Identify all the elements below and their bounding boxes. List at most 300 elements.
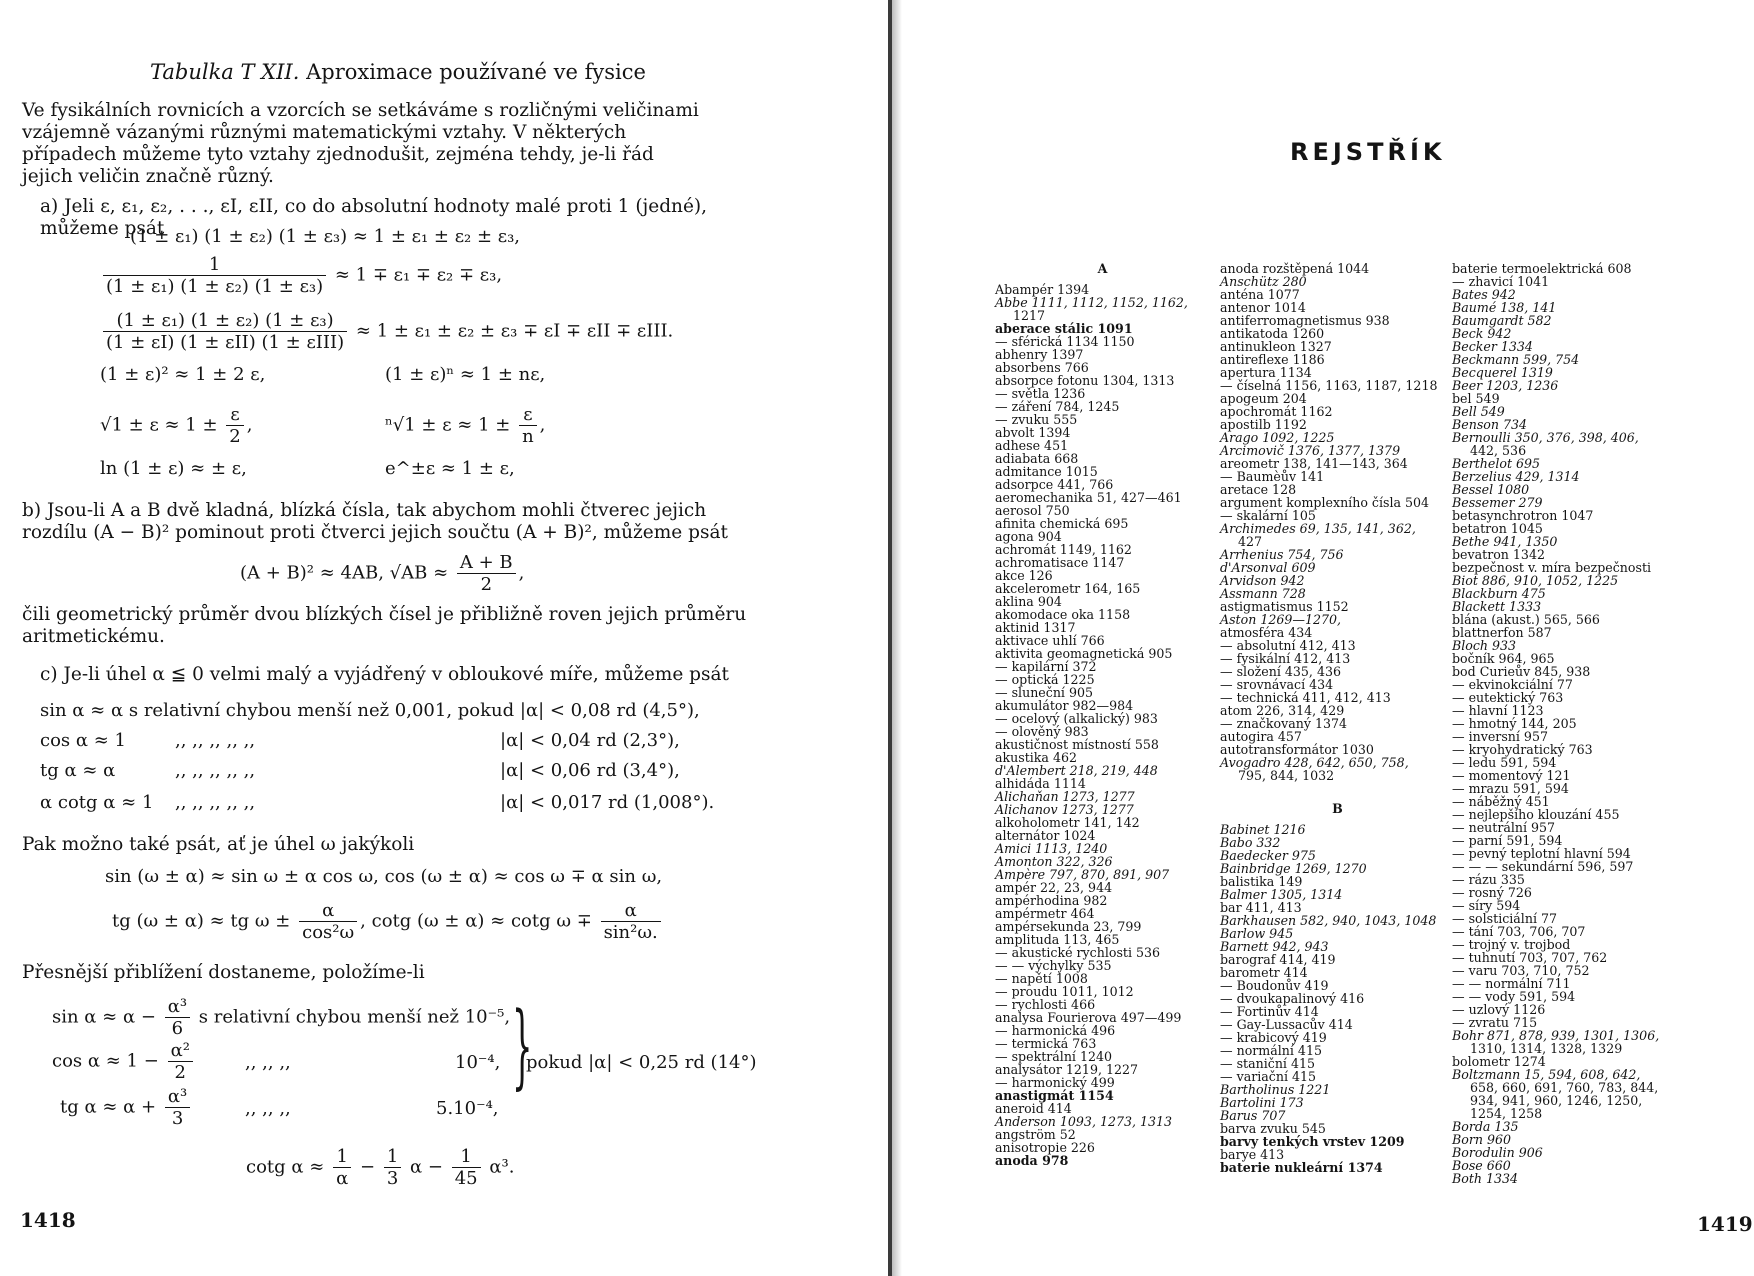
index-entry: aneroid 414 [995, 1101, 1072, 1116]
index-entry: — — výchylky 535 [995, 958, 1112, 973]
right-brace: } [512, 992, 533, 1099]
index-entry: Aston 1269—1270, [1220, 612, 1342, 627]
index-entry: Archimedes 69, 135, 141, 362, [1220, 521, 1416, 536]
table-title-label: Tabulka T XII. [150, 60, 300, 84]
index-entry: apertura 1134 [1220, 365, 1312, 380]
index-entry: aktivita geomagnetická 905 [995, 646, 1173, 661]
formula-rhs: α³. [489, 1156, 515, 1178]
index-entry: 427 [1238, 534, 1263, 549]
index-entry: — technická 411, 412, 413 [1220, 690, 1391, 705]
index-entry: — Baumèův 141 [1220, 469, 1325, 484]
formula-cos-precise [52, 1040, 196, 1083]
index-entry: — Gay-Lussacův 414 [1220, 1017, 1353, 1032]
index-entry: Bose 660 [1452, 1158, 1511, 1173]
approx-row: cos α ≈ 1 [40, 730, 127, 751]
index-entry: Barkhausen 582, 940, 1043, 1048 [1220, 913, 1437, 928]
index-entry: antiferromagnetismus 938 [1220, 313, 1390, 328]
index-entry: astigmatismus 1152 [1220, 599, 1349, 614]
index-entry: — inversní 957 [1452, 729, 1548, 744]
ditto-marks: ,, ,, ,, [245, 1098, 291, 1119]
index-entry: — síry 594 [1452, 898, 1521, 913]
index-entry: Blackett 1333 [1452, 599, 1542, 614]
formula-a5-left [100, 404, 252, 447]
validity-condition: pokud |α| < 0,25 rd (14°) [526, 1052, 757, 1073]
index-entry: Baedecker 975 [1220, 848, 1316, 863]
index-entry: Amici 1113, 1240 [995, 841, 1108, 856]
index-entry: akumulátor 982—984 [995, 698, 1134, 713]
index-entry: abvolt 1394 [995, 425, 1071, 440]
index-entry: blána (akust.) 565, 566 [1452, 612, 1600, 627]
index-entry: akustičnost místností 558 [995, 737, 1159, 752]
numerator: A + B [459, 552, 513, 573]
index-entry: akcelerometr 164, 165 [995, 581, 1141, 596]
index-entry: achromát 1149, 1162 [995, 542, 1132, 557]
index-entry: anténa 1077 [1220, 287, 1300, 302]
index-entry: Beck 942 [1452, 326, 1512, 341]
index-entry: Becker 1334 [1452, 339, 1533, 354]
denominator: (1 ± εI) (1 ± εII) (1 ± εIII) [103, 331, 347, 353]
formula-a2 [100, 254, 502, 297]
index-entry: — krabicový 419 [1220, 1030, 1327, 1045]
section-c-more: Přesnější přiblížení dostaneme, položíme-li [22, 962, 425, 983]
index-entry: bevatron 1342 [1452, 547, 1545, 562]
index-entry: Bessel 1080 [1452, 482, 1530, 497]
formula-c2 [112, 900, 664, 943]
intro-paragraph: Ve fysikálních rovnicích a vzorcích se setkáváme s rozličnými veličinami vzájemně vázanými různými matematickými vztahy. V některých případech můžeme tyto vztahy zjednodušit, zejména tehdy, je-li řád jejich veličin značně různý. [22, 100, 699, 187]
formula-a6-right: e^±ε ≈ 1 ± ε, [385, 458, 515, 479]
index-entry: 1254, 1258 [1470, 1106, 1543, 1121]
index-entry: baterie nukleární 1374 [1220, 1160, 1383, 1175]
index-entry: Beer 1203, 1236 [1452, 378, 1559, 393]
index-entry: antireflexe 1186 [1220, 352, 1325, 367]
index-entry: Arago 1092, 1225 [1220, 430, 1335, 445]
formula-lhs: √1 ± ε ≈ 1 ± [100, 414, 218, 436]
formula-lhs: tg α ≈ α + [60, 1096, 157, 1118]
index-entry: — složení 435, 436 [1220, 664, 1341, 679]
numerator: 1 [336, 1146, 348, 1167]
index-entry: barva zvuku 545 [1220, 1121, 1326, 1136]
fraction [168, 1040, 193, 1083]
section-c-middle: Pak možno také psát, ať je úhel ω jakýkoli [22, 834, 415, 855]
index-entry: adhese 451 [995, 438, 1069, 453]
formula-lhs: cotg α ≈ [246, 1156, 325, 1178]
index-entry: 1310, 1314, 1328, 1329 [1470, 1041, 1623, 1056]
index-entry: — trojný v. trojbod [1452, 937, 1571, 952]
index-entry: Bates 942 [1452, 287, 1516, 302]
index-entry: — — vody 591, 594 [1452, 989, 1576, 1004]
denominator: 3 [165, 1107, 190, 1129]
index-entry: Bainbridge 1269, 1270 [1220, 861, 1367, 876]
formula-op: α − [410, 1156, 443, 1178]
denominator: 45 [452, 1167, 481, 1189]
formula-tg-precise [60, 1086, 193, 1129]
index-entry: bar 411, 413 [1220, 900, 1302, 915]
index-entry: — sférická 1134 1150 [995, 334, 1135, 349]
index-entry: Abampér 1394 [995, 282, 1090, 297]
fraction [165, 996, 190, 1039]
formula-punct: , [518, 562, 525, 584]
fraction [457, 552, 516, 595]
index-entry: antenor 1014 [1220, 300, 1306, 315]
formula-a5-right [385, 404, 545, 447]
index-entry: Arrhenius 754, 756 [1220, 547, 1344, 562]
index-entry: — ocelový (alkalický) 983 [995, 711, 1158, 726]
denominator: 2 [457, 573, 516, 595]
index-entry: autogira 457 [1220, 729, 1302, 744]
index-entry: barvy tenkých vrstev 1209 [1220, 1134, 1405, 1149]
index-entry: — solsticiální 77 [1452, 911, 1558, 926]
index-entry: — náběžný 451 [1452, 794, 1550, 809]
index-entry: Ampère 797, 870, 891, 907 [995, 867, 1170, 882]
index-entry: — optická 1225 [995, 672, 1095, 687]
ditto-marks: ,, ,, ,, [245, 1052, 291, 1073]
index-entry: absorbens 766 [995, 360, 1089, 375]
formula-c1: sin (ω ± α) ≈ sin ω ± α cos ω, cos (ω ± α) ≈ cos ω ∓ α sin ω, [105, 866, 663, 887]
index-entry: — zvuku 555 [995, 412, 1078, 427]
index-entry: ampérhodina 982 [995, 893, 1108, 908]
index-entry: Anschütz 280 [1220, 274, 1307, 289]
index-letter-heading: B [1332, 801, 1343, 816]
index-entry: atmosféra 434 [1220, 625, 1313, 640]
index-entry: Boltzmann 15, 594, 608, 642, [1452, 1067, 1641, 1082]
index-entry: alkoholometr 141, 142 [995, 815, 1140, 830]
formula-lhs: sin α ≈ α − [52, 1006, 156, 1028]
fraction [333, 1146, 351, 1189]
index-entry: adsorpce 441, 766 [995, 477, 1114, 492]
index-entry: agona 904 [995, 529, 1062, 544]
index-entry: — kryohydratický 763 [1452, 742, 1593, 757]
index-entry: balistika 149 [1220, 874, 1303, 889]
index-entry: aktinid 1317 [995, 620, 1076, 635]
index-entry: 658, 660, 691, 760, 783, 844, [1470, 1080, 1659, 1095]
index-entry: — Boudonův 419 [1220, 978, 1329, 993]
index-entry: — zvratu 715 [1452, 1015, 1538, 1030]
index-entry: Babo 332 [1220, 835, 1281, 850]
formula-rhs: s relativní chybou menší než 10⁻⁵, [198, 1006, 511, 1028]
denominator: 2 [226, 425, 243, 447]
index-entry: 795, 844, 1032 [1238, 768, 1335, 783]
denominator: 6 [165, 1017, 190, 1039]
index-letter-heading: A [1097, 261, 1108, 276]
index-entry: — mrazu 591, 594 [1452, 781, 1569, 796]
fraction [165, 1086, 190, 1129]
index-entry: Blackburn 475 [1452, 586, 1546, 601]
index-entry: — rychlosti 466 [995, 997, 1096, 1012]
index-entry: argument komplexního čísla 504 [1220, 495, 1430, 510]
index-entry: abhenry 1397 [995, 347, 1084, 362]
index-entry: — zhavicí 1041 [1452, 274, 1550, 289]
index-column-2 [1220, 262, 1455, 1174]
index-entry: Arcimovič 1376, 1377, 1379 [1220, 443, 1401, 458]
numerator: (1 ± ε₁) (1 ± ε₂) (1 ± ε₃) [116, 310, 334, 331]
index-entry: — uzlový 1126 [1452, 1002, 1546, 1017]
fraction [384, 1146, 401, 1189]
index-entry: — tuhnutí 703, 707, 762 [1452, 950, 1608, 965]
index-entry: Bartholinus 1221 [1220, 1082, 1331, 1097]
denominator: 2 [168, 1061, 193, 1083]
index-entry: — rázu 335 [1452, 872, 1525, 887]
index-entry: — fysikální 412, 413 [1220, 651, 1351, 666]
formula-lhs: cos α ≈ 1 − [52, 1050, 159, 1072]
index-entry: areometr 138, 141—143, 364 [1220, 456, 1408, 471]
index-entry: — dvoukapalinový 416 [1220, 991, 1365, 1006]
index-entry: Balmer 1305, 1314 [1220, 887, 1343, 902]
numerator: 1 [208, 254, 221, 275]
index-entry: Bartolini 173 [1220, 1095, 1304, 1110]
index-entry: Baumé 138, 141 [1452, 300, 1557, 315]
index-entry: Bloch 933 [1452, 638, 1517, 653]
index-entry: Both 1334 [1452, 1171, 1519, 1186]
index-entry: — proudu 1011, 1012 [995, 984, 1134, 999]
index-entry: aeromechanika 51, 427—461 [995, 490, 1182, 505]
index-entry: Avogadro 428, 642, 650, 758, [1220, 755, 1409, 770]
numerator: α [322, 900, 335, 921]
index-entry: aberace stálic 1091 [995, 321, 1133, 336]
index-entry: Bernoulli 350, 376, 398, 406, [1452, 430, 1639, 445]
formula-a1: (1 ± ε₁) (1 ± ε₂) (1 ± ε₃) ≈ 1 ± ε₁ ± ε₂ ± ε₃, [130, 226, 521, 247]
index-entry: aerosol 750 [995, 503, 1070, 518]
section-c-intro: c) Je-li úhel α ≦ 0 velmi malý a vyjádřený v obloukové míře, můžeme psát [40, 664, 729, 685]
index-entry: — kapilární 372 [995, 659, 1097, 674]
index-entry: — parní 591, 594 [1452, 833, 1563, 848]
index-spacer [1220, 782, 1455, 802]
index-entry: — záření 784, 1245 [995, 399, 1120, 414]
index-entry: — harmonická 496 [995, 1023, 1116, 1038]
index-entry: — značkovaný 1374 [1220, 716, 1348, 731]
index-entry: Amonton 322, 326 [995, 854, 1113, 869]
denominator: 3 [384, 1167, 401, 1189]
index-entry: — srovnávací 434 [1220, 677, 1334, 692]
index-entry: — světla 1236 [995, 386, 1086, 401]
index-entry: — tání 703, 706, 707 [1452, 924, 1586, 939]
index-entry: — akustické rychlosti 536 [995, 945, 1161, 960]
index-entry: — normální 415 [1220, 1043, 1322, 1058]
numerator: 1 [460, 1146, 472, 1167]
index-entry: Barus 707 [1220, 1108, 1286, 1123]
numerator: α² [170, 1040, 190, 1061]
numerator: α³ [167, 1086, 188, 1107]
index-entry: Bohr 871, 878, 939, 1301, 1306, [1452, 1028, 1660, 1043]
formula-a4-right: (1 ± ε)ⁿ ≈ 1 ± nε, [385, 364, 546, 385]
formula-lhs: (A + B)² ≈ 4AB, √AB ≈ [240, 562, 449, 584]
fraction [519, 404, 537, 447]
index-entry: adiabata 668 [995, 451, 1079, 466]
index-entry: antikatoda 1260 [1220, 326, 1325, 341]
index-entry: absorpce fotonu 1304, 1313 [995, 373, 1175, 388]
index-entry: — olověný 983 [995, 724, 1089, 739]
index-entry: d'Arsonval 609 [1220, 560, 1316, 575]
index-entry: — varu 703, 710, 752 [1452, 963, 1590, 978]
index-entry: — termická 763 [995, 1036, 1097, 1051]
index-entry: atom 226, 314, 429 [1220, 703, 1345, 718]
error-bound: 5.10⁻⁴, [436, 1098, 499, 1119]
formula-a3 [100, 310, 673, 353]
index-entry: achromatisace 1147 [995, 555, 1125, 570]
approx-row: sin α ≈ α s relativní chybou menší než 0,001, pokud |α| < 0,08 rd (4,5°), [40, 700, 700, 721]
formula-sin-precise [52, 996, 510, 1039]
index-entry: alternátor 1024 [995, 828, 1096, 843]
index-entry: Baumgardt 582 [1452, 313, 1552, 328]
index-entry: — nejlepšího klouzání 455 [1452, 807, 1620, 822]
ditto-marks: ,, ,, ,, ,, ,, [175, 730, 256, 751]
denominator: sin²ω. [601, 921, 661, 943]
approx-condition: |α| < 0,017 rd (1,008°). [500, 792, 715, 813]
numerator: ε [230, 404, 240, 425]
fraction [103, 254, 326, 297]
index-entry: Barlow 945 [1220, 926, 1294, 941]
index-entry: Assmann 728 [1220, 586, 1306, 601]
error-bound: 10⁻⁴, [455, 1052, 501, 1073]
index-entry: — staniční 415 [1220, 1056, 1316, 1071]
index-entry: — Fortinův 414 [1220, 1004, 1319, 1019]
index-entry: anoda rozštěpená 1044 [1220, 261, 1370, 276]
index-entry: — momentový 121 [1452, 768, 1571, 783]
index-entry: Barnett 942, 943 [1220, 939, 1329, 954]
index-entry: Becquerel 1319 [1452, 365, 1553, 380]
index-entry: bel 549 [1452, 391, 1500, 406]
table-title [150, 60, 730, 84]
index-entry: — variační 415 [1220, 1069, 1317, 1084]
index-entry: baterie termoelektrická 608 [1452, 261, 1632, 276]
index-entry: d'Alembert 218, 219, 448 [995, 763, 1158, 778]
index-entry: 442, 536 [1470, 443, 1527, 458]
formula-rhs: ≈ 1 ± ε₁ ± ε₂ ± ε₃ ∓ εI ∓ εII ∓ εIII. [355, 320, 674, 342]
index-entry: bod Curieův 845, 938 [1452, 664, 1591, 679]
index-entry: aktivace uhlí 766 [995, 633, 1105, 648]
index-entry: akustika 462 [995, 750, 1077, 765]
fraction [103, 310, 347, 353]
formula-op: − [359, 1156, 376, 1178]
index-entry: — neutrální 957 [1452, 820, 1556, 835]
formula-a4-left: (1 ± ε)² ≈ 1 ± 2 ε, [100, 364, 266, 385]
index-entry: Borda 135 [1452, 1119, 1519, 1134]
section-a-intro: a) Jeli ε, ε₁, ε₂, . . ., εI, εII, co do absolutní hodnoty malé proti 1 (jedné), můžeme psát [40, 196, 708, 239]
index-entry: Babinet 1216 [1220, 822, 1306, 837]
index-entry: analysa Fourierova 497—499 [995, 1010, 1182, 1025]
index-entry: — pevný teplotní hlavní 594 [1452, 846, 1631, 861]
index-entry: Anderson 1093, 1273, 1313 [995, 1114, 1173, 1129]
index-entry: barometr 414 [1220, 965, 1308, 980]
index-entry: anastigmát 1154 [995, 1088, 1114, 1103]
fraction [226, 404, 243, 447]
denominator: (1 ± ε₁) (1 ± ε₂) (1 ± ε₃) [103, 275, 326, 297]
index-entry: — spektrální 1240 [995, 1049, 1113, 1064]
index-entry: — absolutní 412, 413 [1220, 638, 1356, 653]
index-entry: angström 52 [995, 1127, 1076, 1142]
numerator: α [624, 900, 637, 921]
index-column-3 [1452, 262, 1714, 1185]
index-entry: Berthelot 695 [1452, 456, 1541, 471]
index-entry: — skalární 105 [1220, 508, 1316, 523]
index-entry: amplituda 113, 465 [995, 932, 1120, 947]
numerator: α³ [167, 996, 188, 1017]
index-entry: — sluneční 905 [995, 685, 1093, 700]
index-entry: barograf 414, 419 [1220, 952, 1336, 967]
index-entry: 934, 941, 960, 1246, 1250, [1470, 1093, 1643, 1108]
formula-lhs: ⁿ√1 ± ε ≈ 1 ± [385, 414, 511, 436]
index-entry: anisotropie 226 [995, 1140, 1095, 1155]
index-title: REJSTŘÍK [1290, 138, 1446, 166]
approx-condition: |α| < 0,06 rd (3,4°), [500, 760, 680, 781]
index-entry: apogeum 204 [1220, 391, 1307, 406]
ditto-marks: ,, ,, ,, ,, ,, [175, 792, 256, 813]
index-entry: apostilb 1192 [1220, 417, 1307, 432]
index-entry: Bell 549 [1452, 404, 1505, 419]
section-b-intro: b) Jsou-li A a B dvě kladná, blízká čísla, tak abychom mohli čtverec jejich rozdílu (A − B)² pominout proti čtverci jejich součtu (A + B)², můžeme psát [22, 500, 728, 543]
index-entry: bolometr 1274 [1452, 1054, 1546, 1069]
index-entry: akomodace oka 1158 [995, 607, 1131, 622]
approx-condition: |α| < 0,04 rd (2,3°), [500, 730, 680, 751]
formula-punct: , [246, 414, 253, 436]
index-entry: Abbe 1111, 1112, 1152, 1162, [995, 295, 1188, 310]
index-entry: Arvidson 942 [1220, 573, 1305, 588]
index-entry: autotransformátor 1030 [1220, 742, 1374, 757]
index-entry: Benson 734 [1452, 417, 1528, 432]
index-entry: blattnerfon 587 [1452, 625, 1552, 640]
formula-punct: , [539, 414, 546, 436]
index-entry: — hmotný 144, 205 [1452, 716, 1577, 731]
index-entry: — napětí 1008 [995, 971, 1088, 986]
index-entry: anoda 978 [995, 1153, 1069, 1168]
numerator: ε [523, 404, 533, 425]
index-entry: bočník 964, 965 [1452, 651, 1555, 666]
formula-cotg-precise [246, 1146, 514, 1189]
index-entry: analysátor 1219, 1227 [995, 1062, 1139, 1077]
index-column-1 [995, 262, 1210, 1167]
index-entry: aretace 128 [1220, 482, 1297, 497]
formula-part: tg (ω ± α) ≈ tg ω ± [112, 910, 291, 932]
index-entry: Bessemer 279 [1452, 495, 1543, 510]
index-entry: afinita chemická 695 [995, 516, 1129, 531]
index-entry: antinukleon 1327 [1220, 339, 1332, 354]
approx-row: tg α ≈ α [40, 760, 116, 781]
fraction [601, 900, 661, 943]
fraction [452, 1146, 481, 1189]
numerator: 1 [386, 1146, 399, 1167]
index-entry: apochromát 1162 [1220, 404, 1333, 419]
denominator: n [519, 425, 537, 447]
fraction [299, 900, 357, 943]
index-entry: — — — sekundární 596, 597 [1452, 859, 1634, 874]
index-entry: betasynchrotron 1047 [1452, 508, 1594, 523]
approx-row: α cotg α ≈ 1 [40, 792, 154, 813]
page-number-left: 1418 [20, 1208, 76, 1232]
index-entry: — eutektický 763 [1452, 690, 1564, 705]
index-entry: — číselná 1156, 1163, 1187, 1218 [1220, 378, 1438, 393]
index-entry: 1217 [1013, 308, 1046, 323]
ditto-marks: ,, ,, ,, ,, ,, [175, 760, 256, 781]
section-b-conclusion: čili geometrický průměr dvou blízkých čísel je přibližně roven jejich průměru aritmetickému. [22, 604, 747, 647]
index-entry: Bethe 941, 1350 [1452, 534, 1558, 549]
index-entry: — harmonický 499 [995, 1075, 1115, 1090]
denominator: α [333, 1167, 351, 1189]
table-title-text: Aproximace používané ve fysice [299, 60, 646, 84]
index-entry: Berzelius 429, 1314 [1452, 469, 1580, 484]
index-entry: Alichanov 1273, 1277 [995, 802, 1134, 817]
formula-part: , cotg (ω ± α) ≈ cotg ω ∓ [360, 910, 592, 932]
index-entry: admitance 1015 [995, 464, 1098, 479]
index-entry: Born 960 [1452, 1132, 1512, 1147]
denominator: cos²ω [299, 921, 357, 943]
formula-b [240, 552, 524, 595]
index-entry: aklina 904 [995, 594, 1062, 609]
index-entry: — hlavní 1123 [1452, 703, 1544, 718]
index-entry: ampérmetr 464 [995, 906, 1095, 921]
formula-rhs: ≈ 1 ∓ ε₁ ∓ ε₂ ∓ ε₃, [334, 264, 503, 286]
formula-a6-left: ln (1 ± ε) ≈ ± ε, [100, 458, 247, 479]
index-entry: Beckmann 599, 754 [1452, 352, 1580, 367]
index-entry: bezpečnost v. míra bezpečnosti [1452, 560, 1652, 575]
